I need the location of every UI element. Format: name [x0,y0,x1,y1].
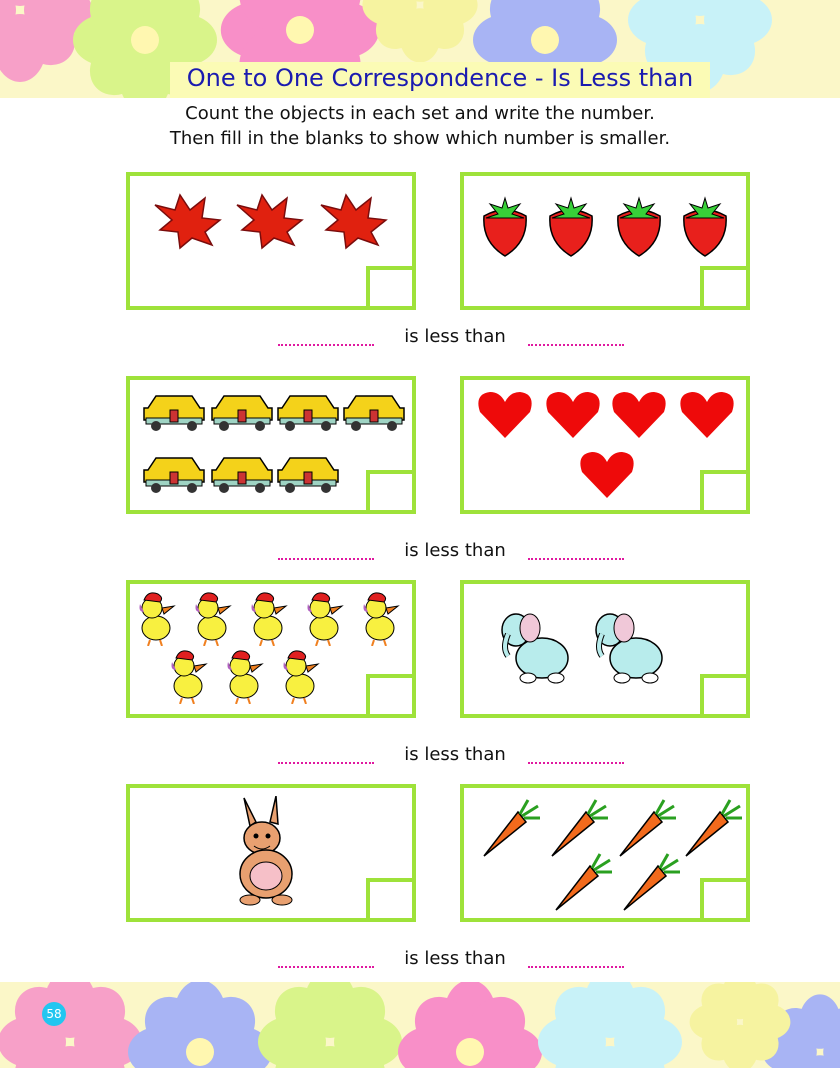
chick-icon [134,590,178,646]
rabbit-icon [232,796,304,908]
chick-icon [166,648,210,704]
carrot-icon [680,796,744,860]
heart-icon [476,390,534,440]
blank-right[interactable] [528,762,624,764]
bottom-flower-border [0,982,840,1068]
blank-left[interactable] [278,558,374,560]
chick-icon [222,648,266,704]
count-answer-box[interactable] [700,470,750,514]
car-icon [210,450,274,496]
blank-right[interactable] [528,966,624,968]
comparison-text: is less than [404,540,506,561]
car-icon [276,388,340,434]
count-answer-box[interactable] [700,266,750,310]
heart-icon [544,390,602,440]
blank-right[interactable] [528,344,624,346]
car-icon [276,450,340,496]
carrot-icon [478,796,542,860]
heart-icon [610,390,668,440]
chick-icon [358,590,402,646]
chick-icon [190,590,234,646]
chick-icon [278,648,322,704]
blank-left[interactable] [278,762,374,764]
instruction-line-1: Count the objects in each set and write the number. [185,103,655,124]
car-icon [342,388,406,434]
instruction-line-2: Then fill in the blanks to show which number is smaller. [169,128,671,149]
elephant-icon [588,604,670,686]
comparison-row-1 [0,326,840,356]
heart-icon [678,390,736,440]
maple-leaf-icon [150,190,230,250]
count-answer-box[interactable] [366,266,416,310]
strawberry-icon [612,194,666,260]
count-answer-box[interactable] [700,674,750,718]
count-answer-box[interactable] [366,674,416,718]
comparison-row-3 [0,744,840,774]
page-number-badge: 58 [42,1002,66,1026]
comparison-row-2 [0,540,840,570]
elephant-icon [494,604,576,686]
car-icon [142,388,206,434]
blank-left[interactable] [278,344,374,346]
count-answer-box[interactable] [366,470,416,514]
chick-icon [246,590,290,646]
car-icon [210,388,274,434]
heart-icon [578,450,636,500]
page-title: One to One Correspondence - Is Less than [186,64,694,92]
comparison-text: is less than [404,326,506,347]
carrot-icon [550,850,614,914]
carrot-icon [618,850,682,914]
strawberry-icon [478,194,532,260]
comparison-text: is less than [404,948,506,969]
blank-left[interactable] [278,966,374,968]
chick-icon [302,590,346,646]
comparison-row-4 [0,948,840,978]
count-answer-box[interactable] [366,878,416,922]
car-icon [142,450,206,496]
strawberry-icon [544,194,598,260]
maple-leaf-icon [316,190,396,250]
comparison-text: is less than [404,744,506,765]
count-answer-box[interactable] [700,878,750,922]
maple-leaf-icon [232,190,312,250]
strawberry-icon [678,194,732,260]
blank-right[interactable] [528,558,624,560]
